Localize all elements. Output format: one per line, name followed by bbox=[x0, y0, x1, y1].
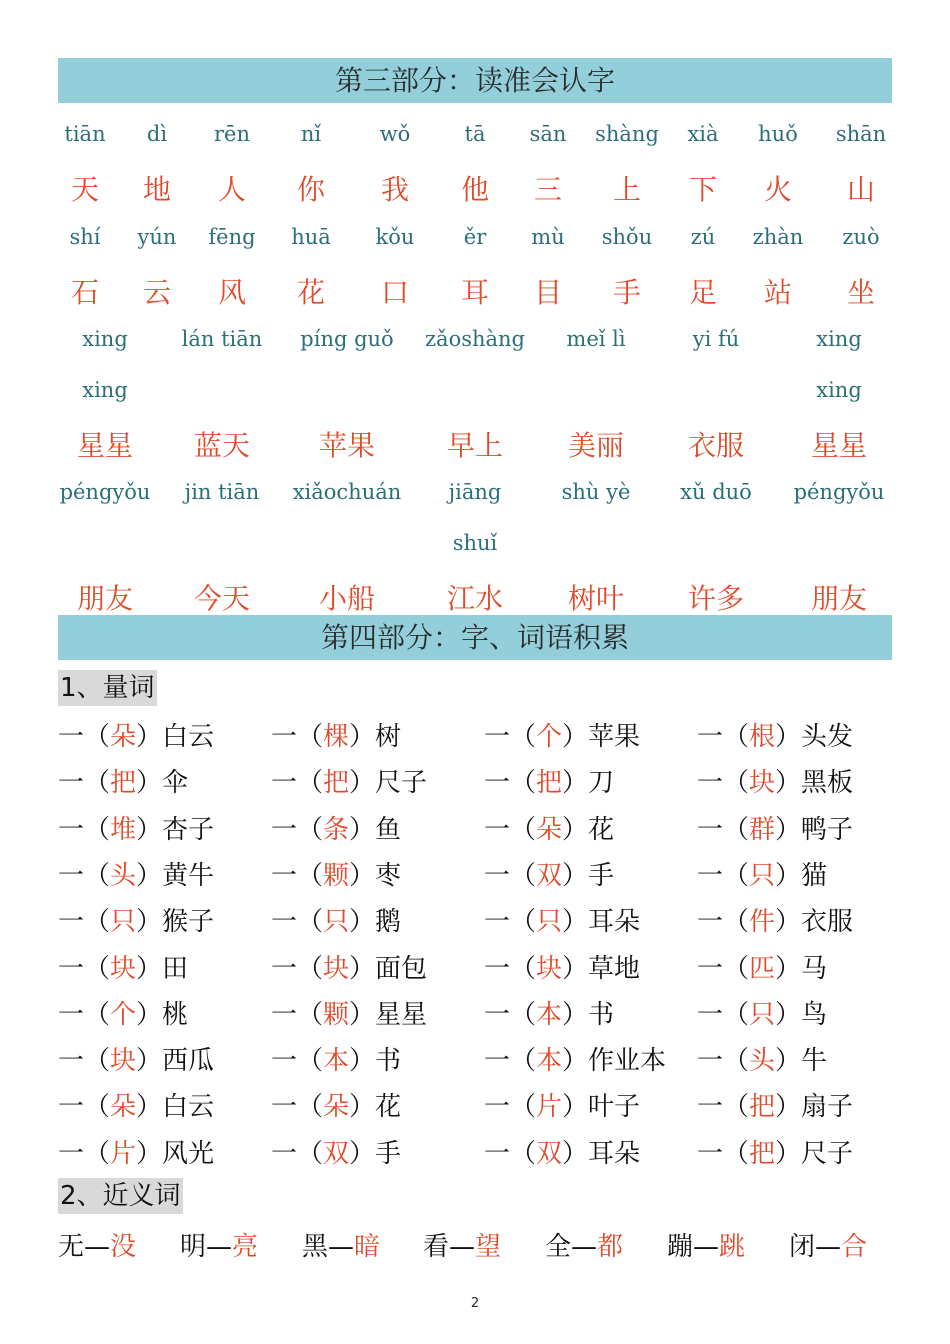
hanzi-char: 火 bbox=[763, 173, 793, 206]
measure-noun: ）头发 bbox=[775, 722, 854, 752]
measure-prefix: 一（ bbox=[58, 1138, 111, 1169]
measure-word-item bbox=[58, 948, 188, 985]
hanzi-char: 山 bbox=[846, 173, 876, 206]
pinyin: rēn bbox=[214, 122, 250, 146]
pinyin: xing bbox=[82, 378, 128, 402]
measure-word-item bbox=[697, 948, 827, 985]
pinyin: shǒu bbox=[601, 225, 653, 249]
synonym-answer: 都 bbox=[597, 1232, 624, 1262]
pinyin: tā bbox=[464, 122, 486, 146]
synonym-base: 黑— bbox=[302, 1232, 355, 1262]
hanzi-char: 云 bbox=[142, 276, 172, 309]
measure-noun: ）手 bbox=[562, 860, 615, 891]
pinyin: xià bbox=[687, 122, 719, 146]
measure-noun: ）枣 bbox=[349, 860, 402, 891]
hanzi-word: 树叶 bbox=[567, 582, 625, 615]
measure-noun: ）猫 bbox=[775, 860, 828, 891]
measure-noun: ）黄牛 bbox=[136, 860, 215, 891]
measure-word: 棵 bbox=[323, 722, 350, 752]
measure-word-item bbox=[697, 994, 827, 1031]
measure-word: 块 bbox=[110, 953, 137, 984]
page-number: 2 bbox=[470, 1296, 480, 1311]
measure-prefix: 一（ bbox=[484, 860, 537, 891]
hanzi-char: 他 bbox=[460, 173, 490, 206]
measure-noun: ）牛 bbox=[775, 1046, 828, 1077]
hanzi-char: 风 bbox=[217, 276, 247, 309]
measure-noun: ）尺子 bbox=[349, 768, 428, 799]
pinyin: yún bbox=[137, 225, 177, 249]
measure-word: 双 bbox=[536, 1138, 563, 1169]
measure-noun: ）耳朵 bbox=[562, 907, 641, 938]
measure-word: 条 bbox=[323, 814, 350, 845]
measure-word-item bbox=[271, 1086, 401, 1123]
synonym-pair bbox=[180, 1226, 258, 1263]
pinyin: lán tiān bbox=[181, 327, 263, 351]
measure-prefix: 一（ bbox=[58, 814, 111, 845]
measure-prefix: 一（ bbox=[271, 768, 324, 799]
measure-prefix: 一（ bbox=[697, 1092, 750, 1123]
pinyin: shān bbox=[835, 122, 887, 146]
measure-word: 只 bbox=[110, 907, 137, 938]
measure-prefix: 一（ bbox=[271, 907, 324, 938]
measure-words-heading: 1、量词 bbox=[58, 670, 157, 706]
pinyin: shù yè bbox=[561, 480, 631, 504]
measure-word-item bbox=[484, 948, 640, 985]
measure-word-item bbox=[484, 994, 614, 1031]
measure-prefix: 一（ bbox=[271, 999, 324, 1030]
part3-banner bbox=[58, 58, 892, 103]
measure-prefix: 一（ bbox=[271, 953, 324, 984]
pinyin: ěr bbox=[463, 225, 487, 249]
measure-prefix: 一（ bbox=[484, 814, 537, 845]
measure-word: 双 bbox=[323, 1138, 350, 1169]
synonym-pair bbox=[789, 1226, 867, 1263]
measure-noun: ）田 bbox=[136, 953, 189, 984]
measure-word: 头 bbox=[749, 1046, 776, 1077]
measure-word: 堆 bbox=[110, 814, 137, 845]
hanzi-char: 花 bbox=[296, 276, 326, 309]
synonyms-heading: 2、近义词 bbox=[58, 1178, 183, 1214]
hanzi-char: 下 bbox=[688, 173, 718, 206]
pinyin: huā bbox=[291, 225, 331, 249]
pinyin: zuò bbox=[842, 225, 880, 249]
measure-noun: ）鹅 bbox=[349, 907, 402, 938]
pinyin: xǔ duō bbox=[680, 480, 752, 504]
synonym-pair bbox=[545, 1226, 623, 1263]
measure-prefix: 一（ bbox=[697, 999, 750, 1030]
measure-word-item bbox=[58, 1133, 214, 1170]
measure-word-item bbox=[697, 901, 853, 938]
measure-word: 根 bbox=[749, 722, 776, 752]
measure-prefix: 一（ bbox=[484, 907, 537, 938]
measure-word: 个 bbox=[110, 999, 137, 1030]
measure-word: 块 bbox=[749, 768, 776, 799]
measure-prefix: 一（ bbox=[697, 860, 750, 891]
synonym-answer: 没 bbox=[110, 1232, 137, 1262]
synonym-answer: 跳 bbox=[719, 1232, 746, 1262]
measure-word-item bbox=[484, 1040, 666, 1077]
pinyin: xing bbox=[816, 327, 862, 351]
measure-word: 朵 bbox=[536, 814, 563, 845]
measure-prefix: 一（ bbox=[271, 722, 324, 752]
measure-word: 片 bbox=[536, 1092, 563, 1123]
measure-noun: ）面包 bbox=[349, 953, 428, 984]
measure-word-item bbox=[58, 901, 214, 938]
measure-word: 件 bbox=[749, 907, 776, 938]
hanzi-char: 天 bbox=[70, 173, 100, 206]
measure-prefix: 一（ bbox=[484, 1046, 537, 1077]
measure-noun: ）扇子 bbox=[775, 1092, 854, 1123]
measure-prefix: 一（ bbox=[697, 1138, 750, 1169]
measure-word-item bbox=[58, 1086, 214, 1123]
synonym-answer: 望 bbox=[475, 1232, 502, 1262]
measure-word-item bbox=[271, 855, 401, 892]
measure-word: 块 bbox=[536, 953, 563, 984]
measure-word-item bbox=[484, 1133, 640, 1170]
measure-word-item bbox=[697, 1086, 853, 1123]
measure-noun: ）杏子 bbox=[136, 814, 215, 845]
hanzi-char: 足 bbox=[688, 276, 718, 309]
measure-noun: ）黑板 bbox=[775, 768, 854, 799]
measure-word: 个 bbox=[536, 722, 563, 752]
measure-word: 朵 bbox=[110, 1092, 137, 1123]
measure-word: 只 bbox=[536, 907, 563, 938]
measure-word: 块 bbox=[110, 1046, 137, 1077]
synonym-answer: 合 bbox=[841, 1232, 868, 1262]
measure-word-item bbox=[58, 855, 214, 892]
measure-word: 把 bbox=[749, 1138, 776, 1169]
measure-noun: ）风光 bbox=[136, 1138, 215, 1169]
hanzi-char: 你 bbox=[296, 173, 326, 206]
measure-word: 群 bbox=[749, 814, 776, 845]
measure-noun: ）苹果 bbox=[562, 722, 641, 752]
pinyin: zǎoshàng bbox=[424, 327, 526, 351]
measure-prefix: 一（ bbox=[271, 860, 324, 891]
measure-prefix: 一（ bbox=[484, 768, 537, 799]
measure-noun: ）星星 bbox=[349, 999, 428, 1030]
measure-prefix: 一（ bbox=[58, 1092, 111, 1123]
measure-noun: ）鸟 bbox=[775, 999, 828, 1030]
measure-noun: ）花 bbox=[349, 1092, 402, 1123]
measure-noun: ）作业本 bbox=[562, 1046, 667, 1077]
measure-noun: ）耳朵 bbox=[562, 1138, 641, 1169]
pinyin: meǐ lì bbox=[566, 327, 626, 351]
measure-prefix: 一（ bbox=[271, 1138, 324, 1169]
measure-noun: ）花 bbox=[562, 814, 615, 845]
measure-word-item bbox=[271, 901, 401, 938]
pinyin: nǐ bbox=[300, 122, 322, 146]
measure-word: 双 bbox=[536, 860, 563, 891]
measure-noun: ）衣服 bbox=[775, 907, 854, 938]
hanzi-char: 上 bbox=[612, 173, 642, 206]
measure-prefix: 一（ bbox=[484, 953, 537, 984]
measure-word-item bbox=[271, 809, 401, 846]
hanzi-word: 蓝天 bbox=[193, 429, 251, 462]
pinyin: yi fú bbox=[692, 327, 740, 351]
measure-word-item bbox=[58, 994, 188, 1031]
measure-word: 颗 bbox=[323, 860, 350, 891]
synonym-base: 看— bbox=[423, 1232, 476, 1262]
pinyin: tiān bbox=[64, 122, 106, 146]
measure-prefix: 一（ bbox=[271, 1046, 324, 1077]
measure-prefix: 一（ bbox=[697, 814, 750, 845]
measure-noun: ）草地 bbox=[562, 953, 641, 984]
measure-prefix: 一（ bbox=[58, 860, 111, 891]
measure-word: 块 bbox=[323, 953, 350, 984]
measure-noun: ）西瓜 bbox=[136, 1046, 215, 1077]
pinyin: píng guǒ bbox=[300, 327, 394, 351]
measure-prefix: 一（ bbox=[58, 999, 111, 1030]
synonym-base: 蹦— bbox=[667, 1232, 720, 1262]
measure-word: 本 bbox=[536, 999, 563, 1030]
measure-word-item bbox=[697, 762, 853, 799]
measure-word-item bbox=[484, 901, 640, 938]
measure-word: 只 bbox=[749, 860, 776, 891]
pinyin: jin tiān bbox=[184, 480, 260, 504]
measure-word: 本 bbox=[323, 1046, 350, 1077]
pinyin: péngyǒu bbox=[59, 480, 151, 504]
measure-word-item bbox=[271, 1040, 401, 1077]
measure-noun: ）白云 bbox=[136, 722, 215, 752]
measure-noun: ）尺子 bbox=[775, 1138, 854, 1169]
measure-prefix: 一（ bbox=[484, 999, 537, 1030]
measure-prefix: 一（ bbox=[697, 768, 750, 799]
hanzi-char: 人 bbox=[217, 173, 247, 206]
measure-word: 只 bbox=[323, 907, 350, 938]
measure-word-item bbox=[484, 855, 614, 892]
pinyin: zhàn bbox=[752, 225, 804, 249]
measure-prefix: 一（ bbox=[271, 814, 324, 845]
measure-word-item bbox=[58, 716, 214, 753]
pinyin: shí bbox=[69, 225, 101, 249]
pinyin: xing bbox=[82, 327, 128, 351]
pinyin: péngyǒu bbox=[793, 480, 885, 504]
measure-noun: ）伞 bbox=[136, 768, 189, 799]
measure-noun: ）书 bbox=[562, 999, 615, 1030]
hanzi-word: 小船 bbox=[318, 582, 376, 615]
pinyin: xing bbox=[816, 378, 862, 402]
measure-prefix: 一（ bbox=[484, 722, 537, 752]
hanzi-word: 早上 bbox=[446, 429, 504, 462]
measure-word: 只 bbox=[749, 999, 776, 1030]
pinyin: dì bbox=[146, 122, 168, 146]
pinyin: shuǐ bbox=[452, 531, 498, 555]
synonym-pair bbox=[302, 1226, 380, 1263]
measure-word-item bbox=[697, 855, 827, 892]
hanzi-word: 星星 bbox=[76, 429, 134, 462]
measure-noun: ）鸭子 bbox=[775, 814, 854, 845]
measure-word: 把 bbox=[536, 768, 563, 799]
measure-prefix: 一（ bbox=[697, 1046, 750, 1077]
hanzi-char: 目 bbox=[533, 276, 563, 309]
measure-noun: ）猴子 bbox=[136, 907, 215, 938]
measure-word-item bbox=[484, 716, 640, 753]
measure-word-item bbox=[484, 1086, 640, 1123]
measure-prefix: 一（ bbox=[697, 722, 750, 752]
pinyin: fēng bbox=[208, 225, 256, 249]
synonym-answer: 亮 bbox=[232, 1232, 259, 1262]
hanzi-word: 今天 bbox=[193, 582, 251, 615]
measure-noun: ）书 bbox=[349, 1046, 402, 1077]
hanzi-char: 地 bbox=[142, 173, 172, 206]
synonym-base: 无— bbox=[58, 1232, 111, 1262]
measure-noun: ）白云 bbox=[136, 1092, 215, 1123]
measure-prefix: 一（ bbox=[484, 1138, 537, 1169]
measure-word: 朵 bbox=[323, 1092, 350, 1123]
pinyin: jiāng bbox=[448, 480, 502, 504]
hanzi-char: 坐 bbox=[846, 276, 876, 309]
hanzi-word: 江水 bbox=[446, 582, 504, 615]
measure-word-item bbox=[697, 1133, 853, 1170]
measure-word-item bbox=[697, 1040, 827, 1077]
measure-word: 颗 bbox=[323, 999, 350, 1030]
measure-word: 匹 bbox=[749, 953, 776, 984]
synonym-base: 明— bbox=[180, 1232, 233, 1262]
measure-prefix: 一（ bbox=[697, 907, 750, 938]
measure-prefix: 一（ bbox=[58, 907, 111, 938]
measure-word-item bbox=[271, 994, 427, 1031]
measure-noun: ）树 bbox=[349, 722, 402, 752]
measure-word-item bbox=[271, 948, 427, 985]
measure-word: 把 bbox=[110, 768, 137, 799]
hanzi-char: 口 bbox=[380, 276, 410, 309]
measure-word-item bbox=[58, 1040, 214, 1077]
measure-word-item bbox=[271, 1133, 401, 1170]
measure-prefix: 一（ bbox=[697, 953, 750, 984]
measure-noun: ）桃 bbox=[136, 999, 189, 1030]
measure-prefix: 一（ bbox=[271, 1092, 324, 1123]
measure-word-item bbox=[271, 716, 401, 753]
measure-word-item bbox=[58, 762, 188, 799]
hanzi-char: 三 bbox=[533, 173, 563, 206]
measure-word-item bbox=[58, 809, 214, 846]
measure-word: 朵 bbox=[110, 722, 137, 752]
hanzi-char: 石 bbox=[70, 276, 100, 309]
synonym-base: 闭— bbox=[789, 1232, 842, 1262]
measure-word-item bbox=[484, 809, 614, 846]
synonym-answer: 暗 bbox=[354, 1232, 381, 1262]
measure-word-item bbox=[697, 809, 853, 846]
measure-prefix: 一（ bbox=[484, 1092, 537, 1123]
measure-noun: ）手 bbox=[349, 1138, 402, 1169]
measure-noun: ）叶子 bbox=[562, 1092, 641, 1123]
hanzi-word: 美丽 bbox=[567, 429, 625, 462]
hanzi-word: 朋友 bbox=[810, 582, 868, 615]
synonym-pair bbox=[423, 1226, 501, 1263]
measure-prefix: 一（ bbox=[58, 1046, 111, 1077]
synonym-pair bbox=[58, 1226, 136, 1263]
part3-title: 第三部分：读准会认字 bbox=[334, 64, 615, 97]
hanzi-char: 站 bbox=[763, 276, 793, 309]
part4-banner bbox=[58, 615, 892, 660]
hanzi-word: 衣服 bbox=[687, 429, 745, 462]
pinyin: sān bbox=[529, 122, 567, 146]
hanzi-char: 我 bbox=[380, 173, 410, 206]
pinyin: kǒu bbox=[375, 225, 415, 249]
hanzi-word: 苹果 bbox=[318, 429, 376, 462]
measure-noun: ）鱼 bbox=[349, 814, 402, 845]
hanzi-char: 手 bbox=[612, 276, 642, 309]
synonym-pair bbox=[667, 1226, 745, 1263]
measure-word: 把 bbox=[323, 768, 350, 799]
hanzi-word: 星星 bbox=[810, 429, 868, 462]
synonym-base: 全— bbox=[545, 1232, 598, 1262]
measure-noun: ）马 bbox=[775, 953, 828, 984]
hanzi-word: 许多 bbox=[687, 582, 745, 615]
pinyin: zú bbox=[690, 225, 716, 249]
pinyin: huǒ bbox=[758, 122, 798, 146]
measure-word: 片 bbox=[110, 1138, 137, 1169]
measure-noun: ）刀 bbox=[562, 768, 615, 799]
measure-word-item bbox=[484, 762, 614, 799]
measure-prefix: 一（ bbox=[58, 953, 111, 984]
hanzi-char: 耳 bbox=[460, 276, 490, 309]
hanzi-word: 朋友 bbox=[76, 582, 134, 615]
pinyin: xiǎochuán bbox=[292, 480, 402, 504]
part4-title: 第四部分：字、词语积累 bbox=[320, 621, 629, 654]
measure-prefix: 一（ bbox=[58, 768, 111, 799]
measure-word: 把 bbox=[749, 1092, 776, 1123]
measure-word-item bbox=[697, 716, 853, 753]
measure-prefix: 一（ bbox=[58, 722, 111, 752]
pinyin: wǒ bbox=[379, 122, 411, 146]
measure-word: 本 bbox=[536, 1046, 563, 1077]
pinyin: mù bbox=[531, 225, 565, 249]
pinyin: shàng bbox=[595, 122, 659, 146]
measure-word: 头 bbox=[110, 860, 137, 891]
measure-word-item bbox=[271, 762, 427, 799]
